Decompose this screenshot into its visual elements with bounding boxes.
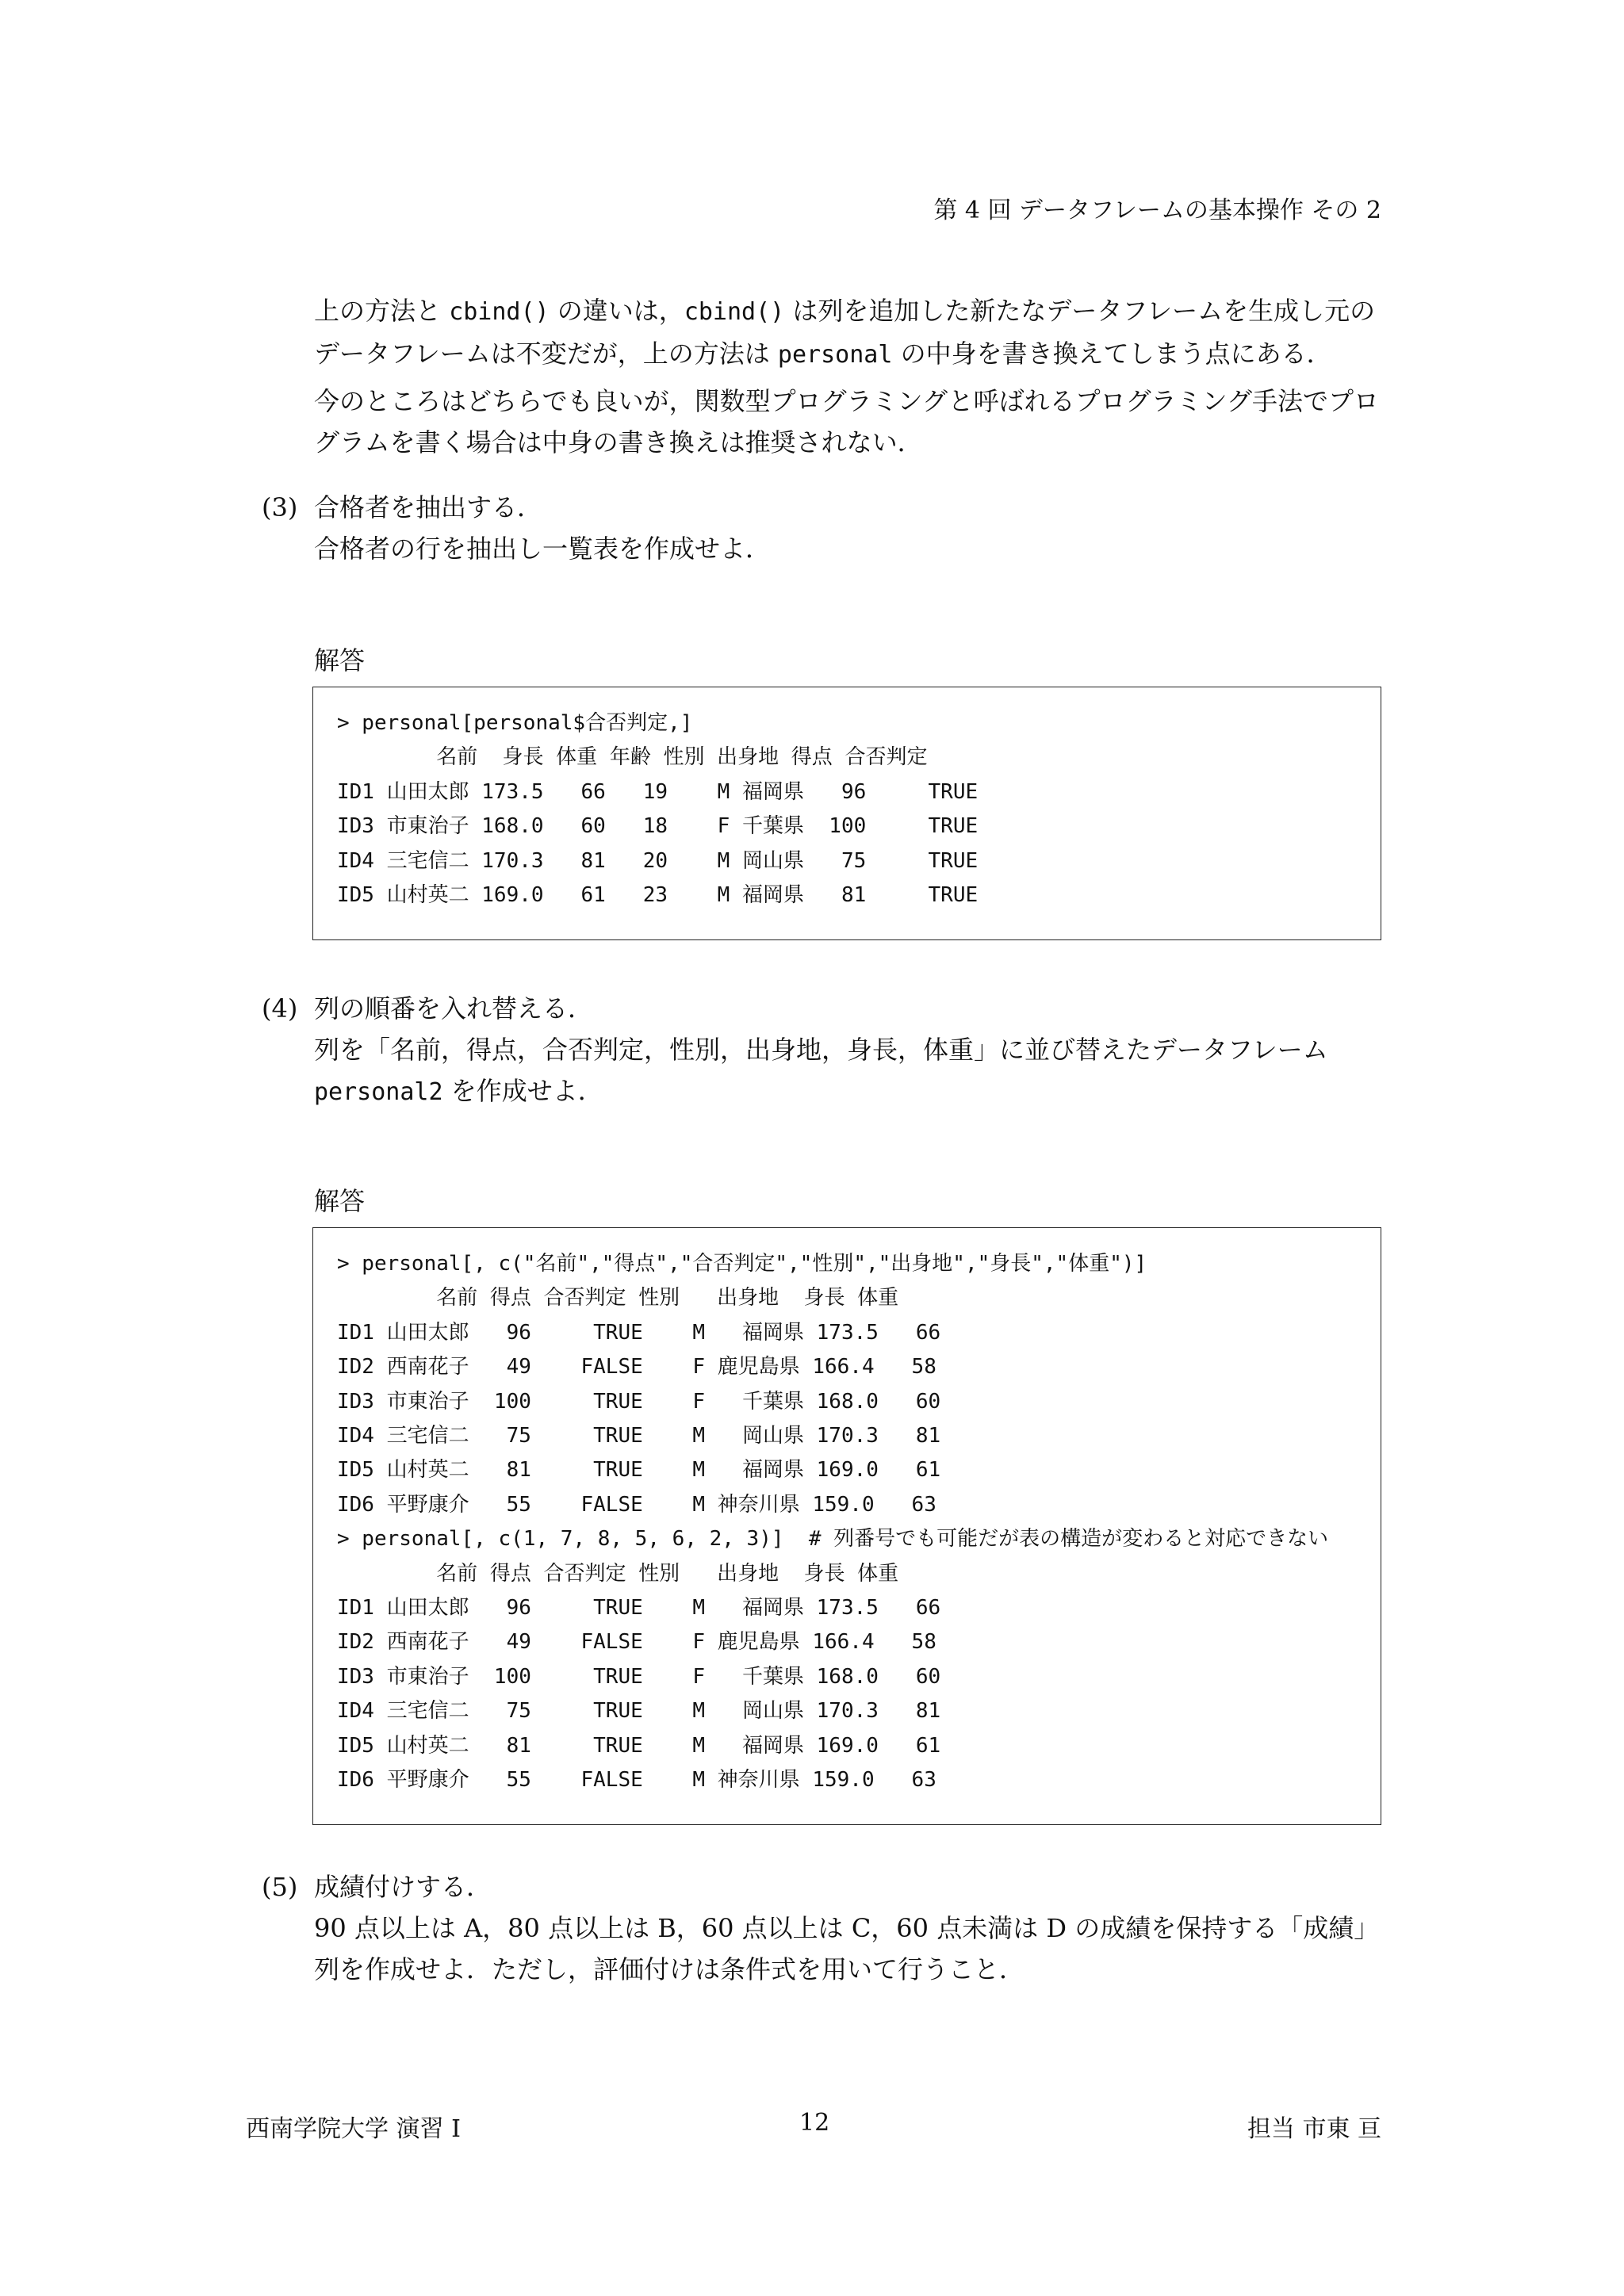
code-text: > personal[personal$合否判定,] 名前 身長 体重 年齢 性別 出身地 得点 合否判定 ID1 山田太郎 173.5 66 19 M 福岡県 96 TRUE ID3 市東治子 168.0 60 18 F 千葉県 100 TRUE ID4 三宅信二 170.3 81 20 M 岡山県 75 TRUE ID5 山村英二 169.0 61 23 M 福岡県 81 TRUE bbox=[337, 711, 979, 908]
inline-code: cbind() bbox=[449, 298, 550, 326]
question-5 bbox=[262, 1866, 1396, 1990]
question-text: 合格者の行を抽出し一覧表を作成せよ． bbox=[314, 534, 772, 564]
code-text: > personal[, c("名前","得点","合否判定","性別","出身地","身長","体重")] 名前 得点 合否判定 性別 出身地 身長 体重 ID1 山田太郎 96 TRUE M 福岡県 173.5 66 ID2 西南花子 49 FALSE F 鹿児島県 166.4 58 ID3 市東治子 100 TRUE F 千葉県 168.0 60 ID4 三宅信二 75 TRUE M 岡山県 170.3 81 ID5 山村英二 81 TRUE M 福岡県 169.0 61 ID6 平野康介 55 FALSE M 神奈川県 159.0 63 > personal[, c(1, 7, 8, 5, 6, 2, 3)] # 列番号でも可能だが表の構造が変わると対応できない 名前 得点 合否判定 性別 出身地 身長 体重 ID1 山田太郎 96 TRUE M 福岡県 173.5 66 ID2 西南花子 49 FALSE F 鹿児島県 166.4 58 ID3 市東治子 100 TRUE F 千葉県 168.0 60 ID4 三宅信二 75 TRUE M 岡山県 170.3 81 ID5 山村英二 81 TRUE M 福岡県 169.0 61 ID6 平野康介 55 FALSE M 神奈川県 159.0 63 bbox=[337, 1252, 1329, 1793]
code-block-q4 bbox=[312, 1227, 1381, 1825]
answer-label: 解答 bbox=[314, 645, 366, 675]
inline-code: personal2 bbox=[314, 1078, 443, 1106]
inline-code: personal bbox=[777, 341, 893, 369]
running-header: 第 4 回 データフレームの基本操作 その 2 bbox=[933, 197, 1381, 224]
question-text: 90 点以上は A，80 点以上は B，60 点以上は C，60 点未満は D の成績を保持する「成績」列を作成せよ．ただし，評価付けは条件式を用いて行うこと． bbox=[314, 1913, 1380, 1984]
footer-institution: 西南学院大学 演習 I bbox=[246, 2115, 461, 2143]
question-number: (3) bbox=[262, 492, 298, 522]
question-title: 合格者を抽出する． bbox=[314, 492, 543, 522]
question-3 bbox=[262, 487, 1396, 569]
question-title: 列の順番を入れ替える． bbox=[314, 993, 594, 1024]
question-number: (5) bbox=[262, 1872, 298, 1902]
code-block-q3 bbox=[312, 687, 1381, 940]
question-text: 列を「名前，得点，合否判定，性別，出身地，身長，体重」に並び替えたデータフレーム personal2 を作成せよ． bbox=[314, 1035, 1328, 1106]
question-number: (4) bbox=[262, 993, 298, 1024]
footer-instructor: 担当 市東 亘 bbox=[1247, 2115, 1381, 2143]
inline-code: cbind() bbox=[684, 298, 785, 326]
question-title: 成績付けする． bbox=[314, 1872, 492, 1902]
answer-label: 解答 bbox=[314, 1186, 366, 1216]
intro-paragraph-1: 上の方法と cbind() の違いは，cbind() は列を追加した新たなデータフレームを生成し元のデータフレームは不変だが，上の方法は personal の中身を書き換えてしまう点にある． bbox=[314, 296, 1376, 369]
intro-paragraph-2: 今のところはどちらでも良いが，関数型プログラミングと呼ばれるプログラミング手法でプログラムを書く場合は中身の書き換えは推奨されない． bbox=[314, 386, 1380, 457]
question-4 bbox=[262, 988, 1396, 1113]
page-number: 12 bbox=[799, 2109, 830, 2137]
